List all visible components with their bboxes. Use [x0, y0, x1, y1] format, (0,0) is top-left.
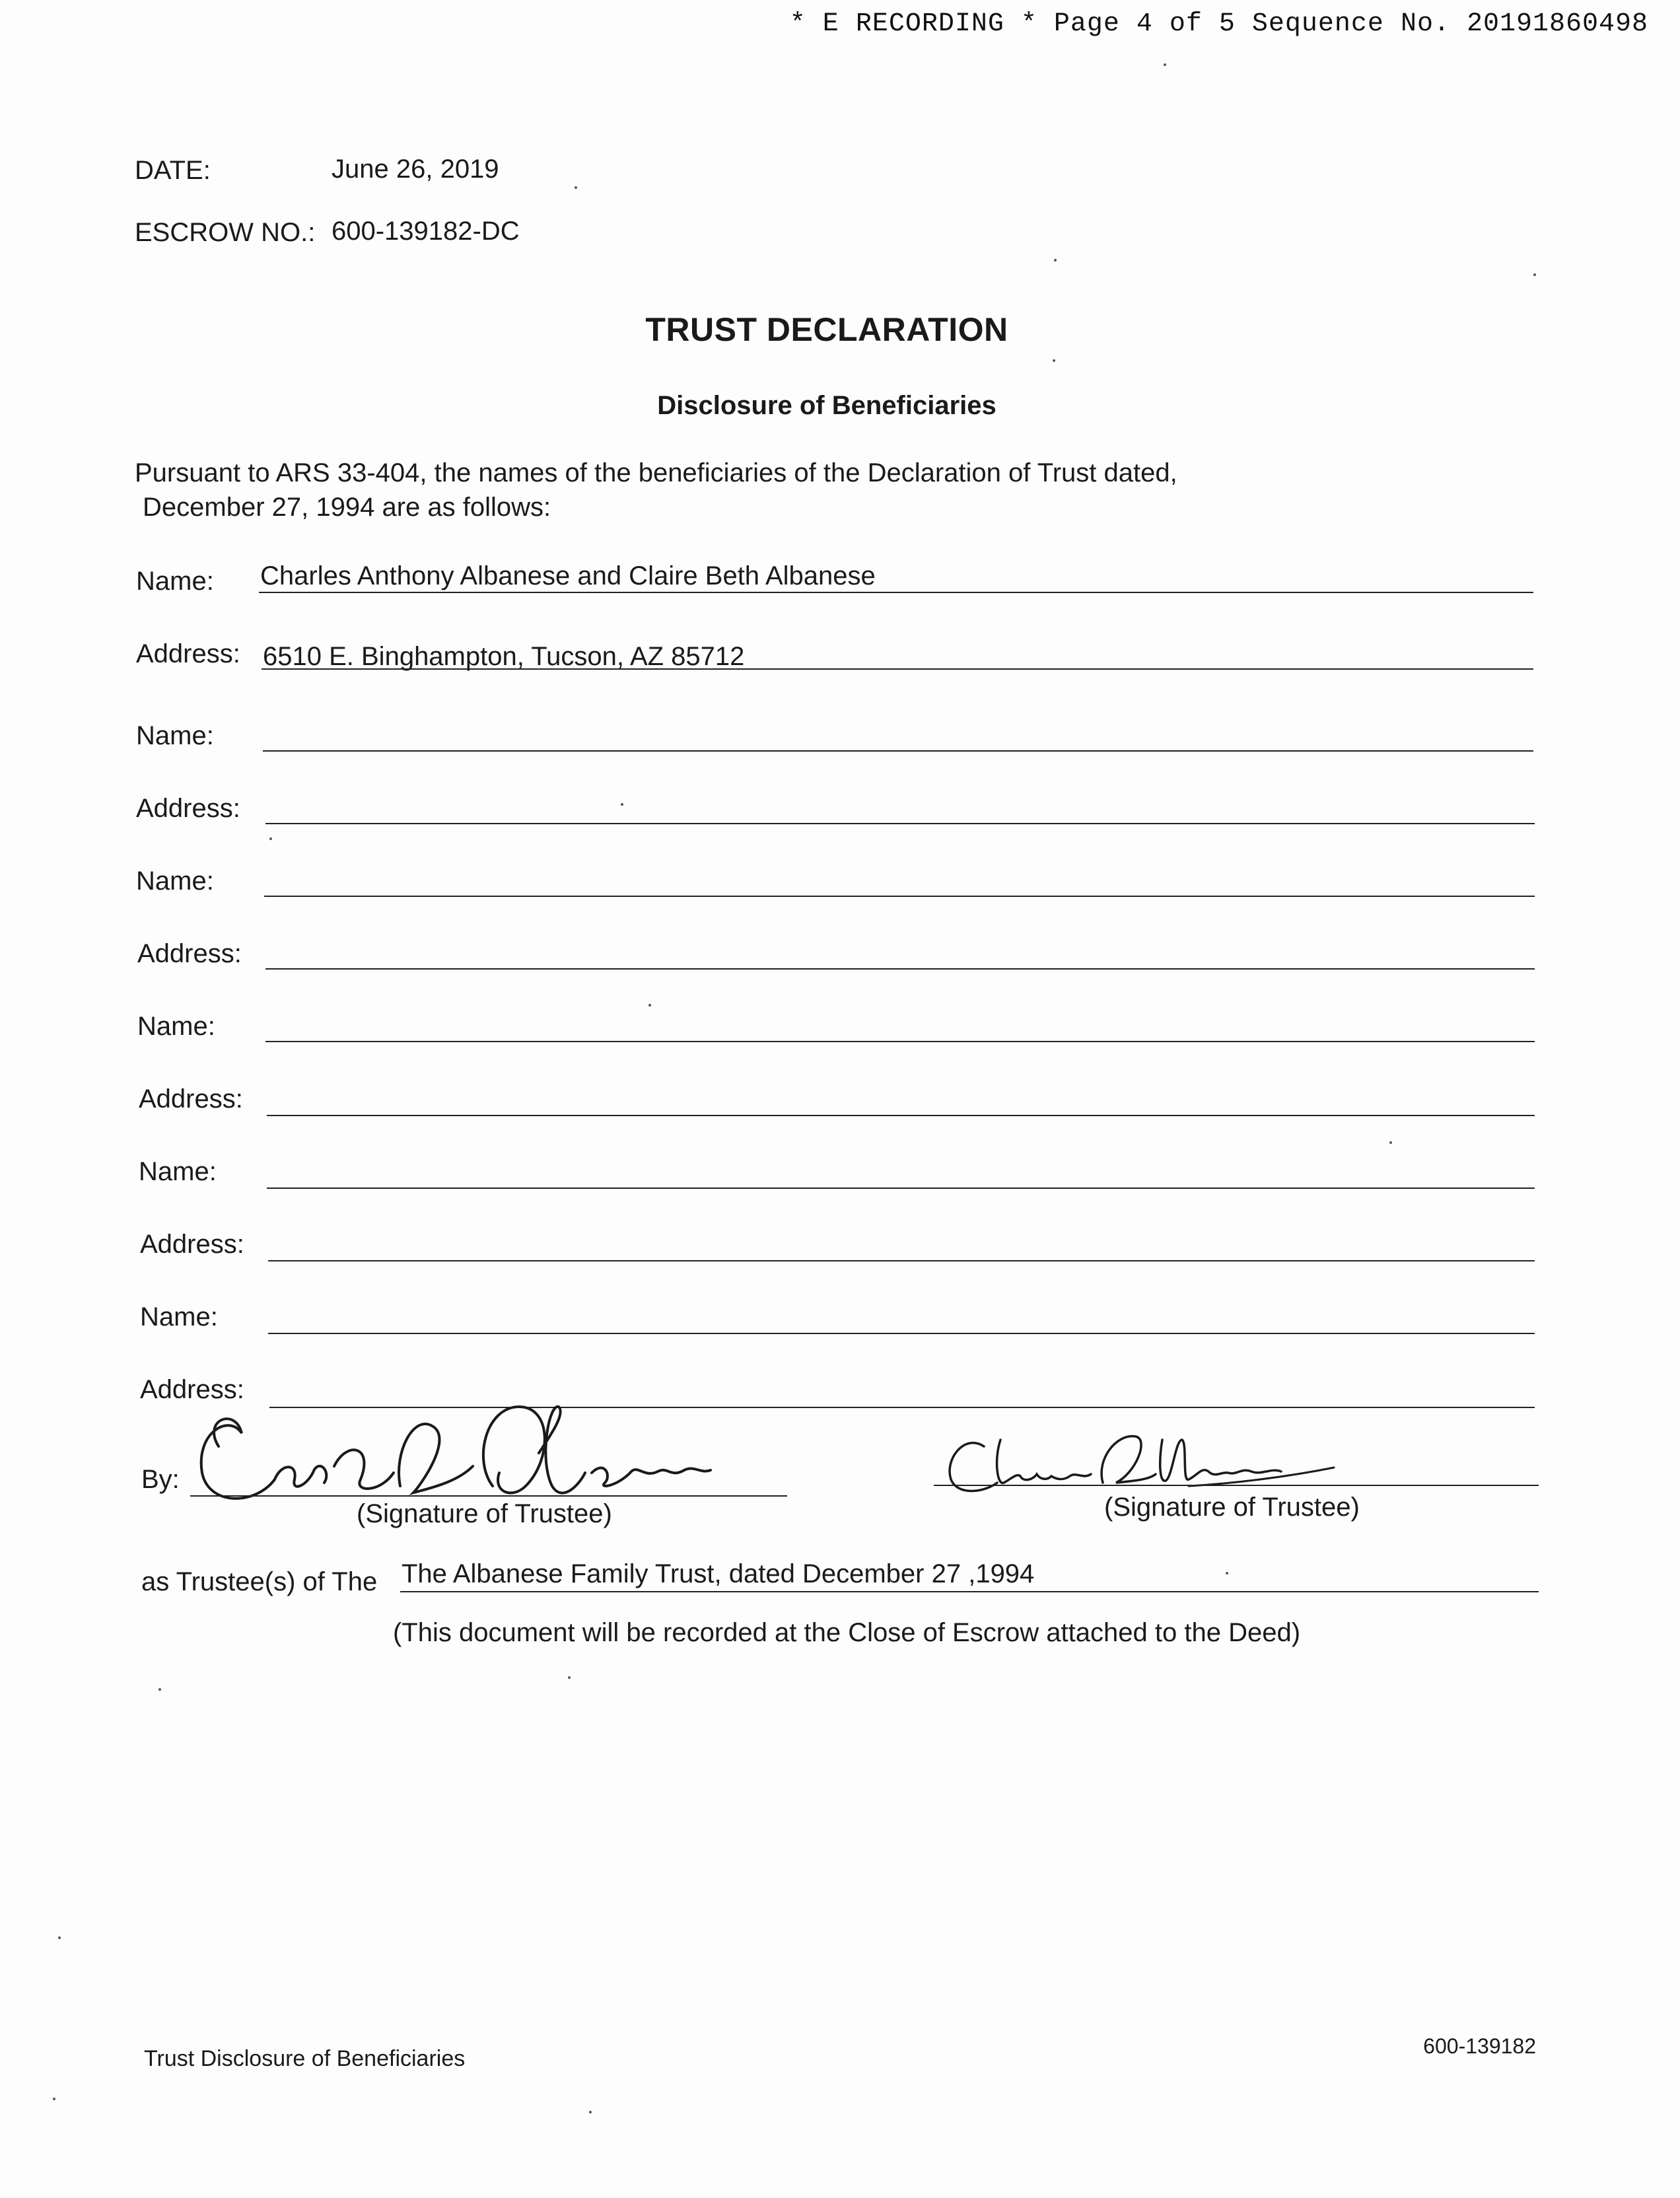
address-line	[265, 823, 1535, 824]
name-row	[0, 1152, 1680, 1191]
scan-speck	[53, 2098, 55, 2100]
document-subtitle: Disclosure of Beneficiaries	[657, 391, 997, 420]
name-label: Name:	[136, 567, 214, 596]
address-label: Address:	[140, 1230, 244, 1259]
name-label: Name:	[140, 1302, 218, 1331]
name-row	[0, 563, 1680, 602]
scan-speck	[589, 2111, 592, 2113]
name-line	[264, 896, 1535, 897]
address-row	[0, 934, 1680, 974]
date-value: June 26, 2019	[332, 155, 499, 184]
signature-caption-right: (Signature of Trustee)	[1104, 1493, 1360, 1522]
trustee-of-value[interactable]: The Albanese Family Trust, dated December 27 ,1994	[402, 1559, 1035, 1588]
footer-reference: 600-139182	[1423, 2034, 1536, 2058]
signature-line-right	[934, 1485, 1539, 1486]
scan-speck	[1164, 63, 1166, 66]
by-label: By:	[141, 1465, 180, 1494]
name-row	[0, 861, 1680, 901]
scan-speck	[648, 1004, 651, 1007]
name-label: Name:	[139, 1157, 217, 1186]
intro-line-1: Pursuant to ARS 33-404, the names of the beneficiaries of the Declaration of Trust dated,	[135, 458, 1177, 487]
address-row	[0, 635, 1680, 675]
scan-speck	[158, 1688, 161, 1691]
trustee-of-row	[0, 1555, 1680, 1602]
intro-paragraph	[135, 456, 1588, 524]
date-label: DATE:	[135, 156, 211, 185]
signature-block	[0, 1374, 1680, 1532]
name-line	[259, 592, 1533, 593]
scan-speck	[621, 803, 623, 806]
name-row	[0, 1297, 1680, 1337]
name-line	[267, 1188, 1535, 1189]
name-row	[0, 716, 1680, 756]
address-label: Address:	[140, 1375, 244, 1404]
signature-caption-left: (Signature of Trustee)	[357, 1499, 612, 1528]
scan-speck	[1053, 359, 1055, 362]
escrow-label: ESCROW NO.:	[135, 218, 316, 247]
address-row	[0, 789, 1680, 828]
trustee-of-label: as Trustee(s) of The	[141, 1567, 378, 1596]
name-line	[263, 750, 1533, 752]
recording-stamp: * E RECORDING * Page 4 of 5 Sequence No. 20191860498	[789, 9, 1648, 39]
name-field[interactable]: Charles Anthony Albanese and Claire Beth Albanese	[260, 561, 876, 590]
address-label: Address:	[136, 794, 240, 823]
intro-line-2: December 27, 1994 are as follows:	[143, 493, 551, 522]
address-label: Address:	[137, 939, 242, 968]
scan-speck	[575, 186, 577, 189]
address-label: Address:	[136, 639, 240, 668]
name-label: Name:	[137, 1012, 215, 1041]
address-label: Address:	[139, 1084, 243, 1114]
scan-speck	[58, 1936, 61, 1939]
name-label: Name:	[136, 721, 214, 750]
address-line	[265, 968, 1535, 970]
scan-speck	[269, 837, 272, 840]
name-line	[265, 1041, 1535, 1042]
name-line	[268, 1333, 1535, 1334]
signature-line-left	[190, 1495, 787, 1497]
scan-speck	[1533, 273, 1536, 276]
scan-speck	[568, 1676, 571, 1679]
address-field[interactable]: 6510 E. Binghampton, Tucson, AZ 85712	[263, 642, 745, 671]
trustee-of-line	[400, 1591, 1539, 1592]
scan-speck	[1226, 1572, 1228, 1575]
name-row	[0, 1007, 1680, 1046]
address-line	[268, 1260, 1535, 1261]
scan-speck	[1389, 1141, 1392, 1144]
address-row	[0, 1079, 1680, 1119]
escrow-value: 600-139182-DC	[332, 217, 520, 246]
footer-title: Trust Disclosure of Beneficiaries	[144, 2046, 466, 2071]
address-line	[267, 1115, 1535, 1116]
name-label: Name:	[136, 867, 214, 896]
document-title: TRUST DECLARATION	[645, 311, 1008, 348]
address-line	[262, 668, 1533, 670]
scan-speck	[1054, 259, 1057, 262]
recording-note: (This document will be recorded at the Close of Escrow attached to the Deed)	[392, 1618, 1301, 1647]
address-row	[0, 1224, 1680, 1264]
